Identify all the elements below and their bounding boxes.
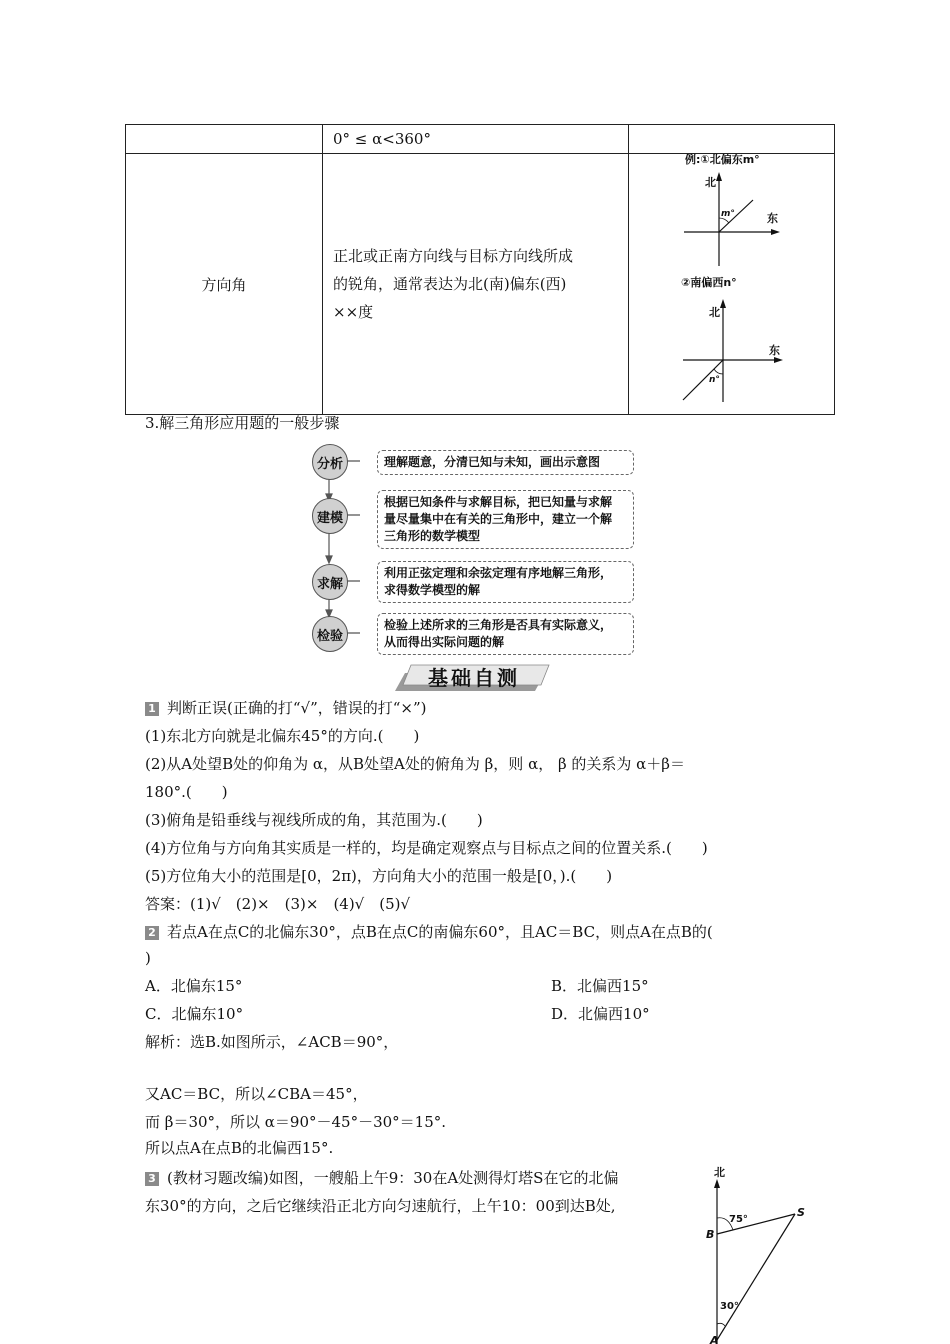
flow-text: 量尽量集中在有关的三角形中，建立一个解	[384, 512, 613, 526]
q1-stem-text: 判断正误(正确的打“√”，错误的打“×”)	[167, 699, 427, 717]
fig1-east-label: 东	[767, 212, 778, 225]
q2-option-b: B．北偏西15°	[551, 977, 649, 995]
north-arrow	[714, 1179, 720, 1188]
flow-text: 三角形的数学模型	[384, 529, 481, 543]
line-a-to-s	[717, 1214, 795, 1340]
flow-box-check	[377, 613, 634, 655]
q1-number: 1	[145, 702, 159, 716]
fig-angle-b: 75°	[729, 1214, 748, 1225]
flow-text: 利用正弦定理和余弦定理有序地解三角形，	[384, 566, 613, 580]
q1-item: (5)方位角大小的范围是[0，2π)，方向角大小的范围一般是[0，).( )	[145, 867, 613, 885]
fig-angle-a: 30°	[720, 1301, 739, 1312]
q2-option-a: A．北偏东15°	[145, 977, 243, 995]
banner-title: 基础自测	[428, 666, 520, 690]
table-cell-empty	[629, 125, 835, 154]
flow-text: 求得数学模型的解	[384, 583, 481, 597]
q1-stem	[145, 697, 427, 719]
flow-text: 从而得出实际问题的解	[384, 635, 505, 649]
fig1-east-arrow	[771, 229, 780, 235]
definition-line: 的锐角，通常表达为北(南)偏东(西)	[333, 275, 567, 293]
q2-option-d: D．北偏西10°	[551, 1005, 650, 1023]
flow-box-solve	[377, 561, 634, 603]
fig1-title: 例:①北偏东m°	[685, 154, 760, 166]
fig1-angle-label: m°	[721, 209, 735, 219]
definition-line: ××度	[333, 303, 374, 321]
table-cell-figures	[629, 154, 835, 415]
angle-arc-a	[717, 1323, 725, 1326]
direction-angle-figures	[629, 154, 834, 414]
q2-stem-end: )	[145, 949, 151, 967]
flow-box-analysis	[377, 450, 634, 475]
fig2-east-arrow	[774, 357, 783, 363]
fig-point-a: A	[710, 1334, 719, 1344]
q3-stem	[145, 1167, 618, 1189]
flow-text: 理解题意，分清已知与未知，画出示意图	[384, 455, 601, 469]
fig2-title: ②南偏西n°	[681, 276, 737, 289]
flow-step-analysis: 分析	[312, 444, 348, 480]
fig2-east-label: 东	[769, 344, 780, 357]
table-cell-definition	[323, 154, 629, 415]
flow-text: 根据已知条件与求解目标，把已知量与求解	[384, 495, 613, 509]
fig-point-s: S	[797, 1206, 805, 1219]
flow-text: 检验上述所求的三角形是否具有实际意义，	[384, 618, 613, 632]
q3-figure	[700, 1160, 820, 1344]
fig2-north-arrow	[720, 299, 726, 308]
q3-line2: 东30°的方向，之后它继续沿正北方向匀速航行，上午10：00到达B处,	[145, 1197, 616, 1215]
q2-stem	[145, 921, 713, 943]
q2-analysis: 解析：选B.如图所示，∠ACB＝90°，	[145, 1033, 399, 1051]
flow-step-modeling: 建模	[312, 498, 348, 534]
q1-answer: 答案：(1)√ (2)× (3)× (4)√ (5)√	[145, 895, 411, 913]
flow-step-check: 检验	[312, 616, 348, 652]
fig2-angle-label: n°	[709, 375, 720, 385]
table-cell-direction-angle: 方向角	[126, 154, 323, 415]
fig1-north-label: 北	[705, 176, 716, 189]
q2-number: 2	[145, 926, 159, 940]
q1-item: (2)从A处望B处的仰角为 α，从B处望A处的俯角为 β，则 α， β 的关系为 α＋β＝	[145, 755, 685, 773]
section3-title: 3.解三角形应用题的一般步骤	[145, 414, 340, 432]
q2-stem-text: 若点A在点C的北偏东30°，点B在点C的南偏东60°，且AC＝BC，则点A在点B的(	[167, 923, 713, 941]
q1-item: 180°.( )	[145, 783, 228, 801]
q1-item: (3)俯角是铅垂线与视线所成的角，其范围为.( )	[145, 811, 483, 829]
table-cell-range: 0° ≤ α<360°	[323, 125, 629, 154]
q1-item: (1)东北方向就是北偏东45°的方向.( )	[145, 727, 420, 745]
q1-item: (4)方位角与方向角其实质是一样的，均是确定观察点与目标点之间的位置关系.( )	[145, 839, 708, 857]
q2-analysis: 所以点A在点B的北偏西15°.	[145, 1139, 334, 1157]
fig1-north-arrow	[716, 172, 722, 181]
q3-line1: (教材习题改编)如图，一艘船上午9：30在A处测得灯塔S在它的北偏	[167, 1169, 619, 1187]
angle-table	[125, 124, 835, 415]
q2-analysis: 而 β＝30°，所以 α＝90°－45°－30°＝15°.	[145, 1113, 447, 1131]
fig-north-label: 北	[714, 1166, 725, 1179]
fig2-north-label: 北	[709, 306, 720, 319]
fig-point-b: B	[706, 1228, 715, 1241]
q2-option-c: C．北偏东10°	[145, 1005, 244, 1023]
fig2-angle-arc	[714, 369, 723, 374]
flow-box-modeling	[377, 490, 634, 549]
definition-line: 正北或正南方向线与目标方向线所成	[333, 247, 574, 265]
q3-number: 3	[145, 1172, 159, 1186]
flow-step-solve: 求解	[312, 564, 348, 600]
q2-analysis: 又AC＝BC，所以∠CBA＝45°，	[145, 1085, 368, 1103]
table-cell-empty	[126, 125, 323, 154]
